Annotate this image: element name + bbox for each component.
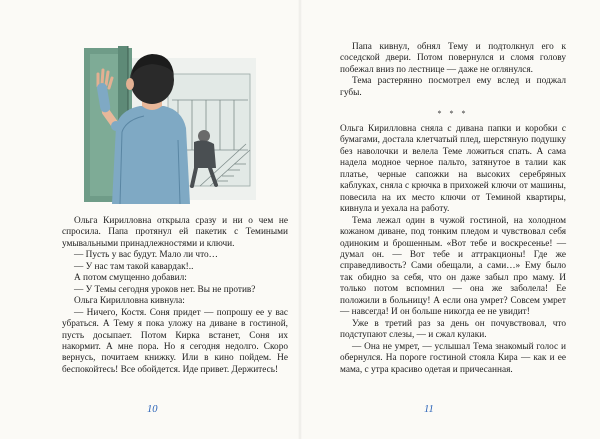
paragraph: — Пусть у вас будут. Мало ли что… bbox=[74, 250, 218, 261]
paragraph: — Она не умрет, — услышал Тема знакомый голос и обернулся. На пороге гостиной стояла Кира — как и ее мама, с утра красиво одетая и причесанная. bbox=[340, 341, 566, 375]
page-number-left: 10 bbox=[147, 404, 158, 415]
right-page-bottom-text bbox=[340, 124, 566, 376]
right-page bbox=[302, 0, 600, 439]
right-page-top-text bbox=[340, 42, 566, 99]
paragraph: Ольга Кирилловна кивнула: bbox=[74, 296, 185, 307]
paragraph: А потом смущенно добавил: bbox=[74, 273, 187, 284]
paragraph: Тема растерянно посмотрел ему вслед и поджал губы. bbox=[340, 76, 566, 98]
left-page bbox=[0, 0, 298, 439]
paragraph: — У Темы сегодня уроков нет. Вы не против? bbox=[74, 284, 256, 295]
paragraph: — Ничего, Костя. Соня придет — попрошу ее у вас убраться. А Тему я пока уложу на диване в гостиной, пусть досыпает. Потом Кирка встанет, Соня их накормит. А мне пора. Но я сегодня недолго. Скоро вернусь, почитаем книжку. Или в кино пойдем. Не беспокойтесь! Все обойдется. Иде привет. Держитесь! bbox=[62, 307, 288, 375]
paragraph: Ольга Кирилловна открыла сразу и ни о чем не спросила. Папа протянул ей пакетик с Темиными умывальными принадлежностями и ключи. bbox=[62, 216, 288, 249]
paragraph: — У нас там такой кавардак!.. bbox=[74, 261, 194, 272]
section-separator: * * * bbox=[437, 109, 469, 118]
paragraph: Тема лежал один в чужой гостиной, на холодном кожаном диване, под тонким пледом и чувствовал себя одиноким и брошенным. «Вот тебе и воскресенье! — думал он. — Вот тебе и аттракционы! Где же справедливость? Сами обещали, а сами…» Ему было так обидно за себя, что он даже забыл про маму. И только потом вспомнил — она же заболела! Ее положили в больницу! А если она умрет? Совсем умрет — навсегда! И он больше никогда ее не увидит! bbox=[340, 215, 566, 318]
paragraph: Папа кивнул, обнял Тему и подтолкнул его к соседской двери. Потом повернулся и сломя голову побежал вниз по лестнице — даже не оглянулся. bbox=[340, 42, 566, 75]
page-number-right: 11 bbox=[424, 404, 434, 415]
paragraph: Уже в третий раз за день он почувствовал, что подступают слезы, — и сжал кулаки. bbox=[340, 318, 566, 341]
boy-at-door-illustration-icon bbox=[60, 40, 260, 205]
paragraph: Ольга Кирилловна сняла с дивана папки и коробки с бумагами, достала клетчатый плед, шерстяную подушку без наволочки и велела Теме ложиться спать. А сама надела модное черное пальто, затянутое в талии как платье, черные сапожки на высоких серебряных каблуках, сняла с крючка в прихожей ключи от машины, повесила на их место ключи от Теминой квартиры, кивнула и уехала на работу. bbox=[340, 124, 566, 215]
left-page-text bbox=[62, 216, 288, 376]
